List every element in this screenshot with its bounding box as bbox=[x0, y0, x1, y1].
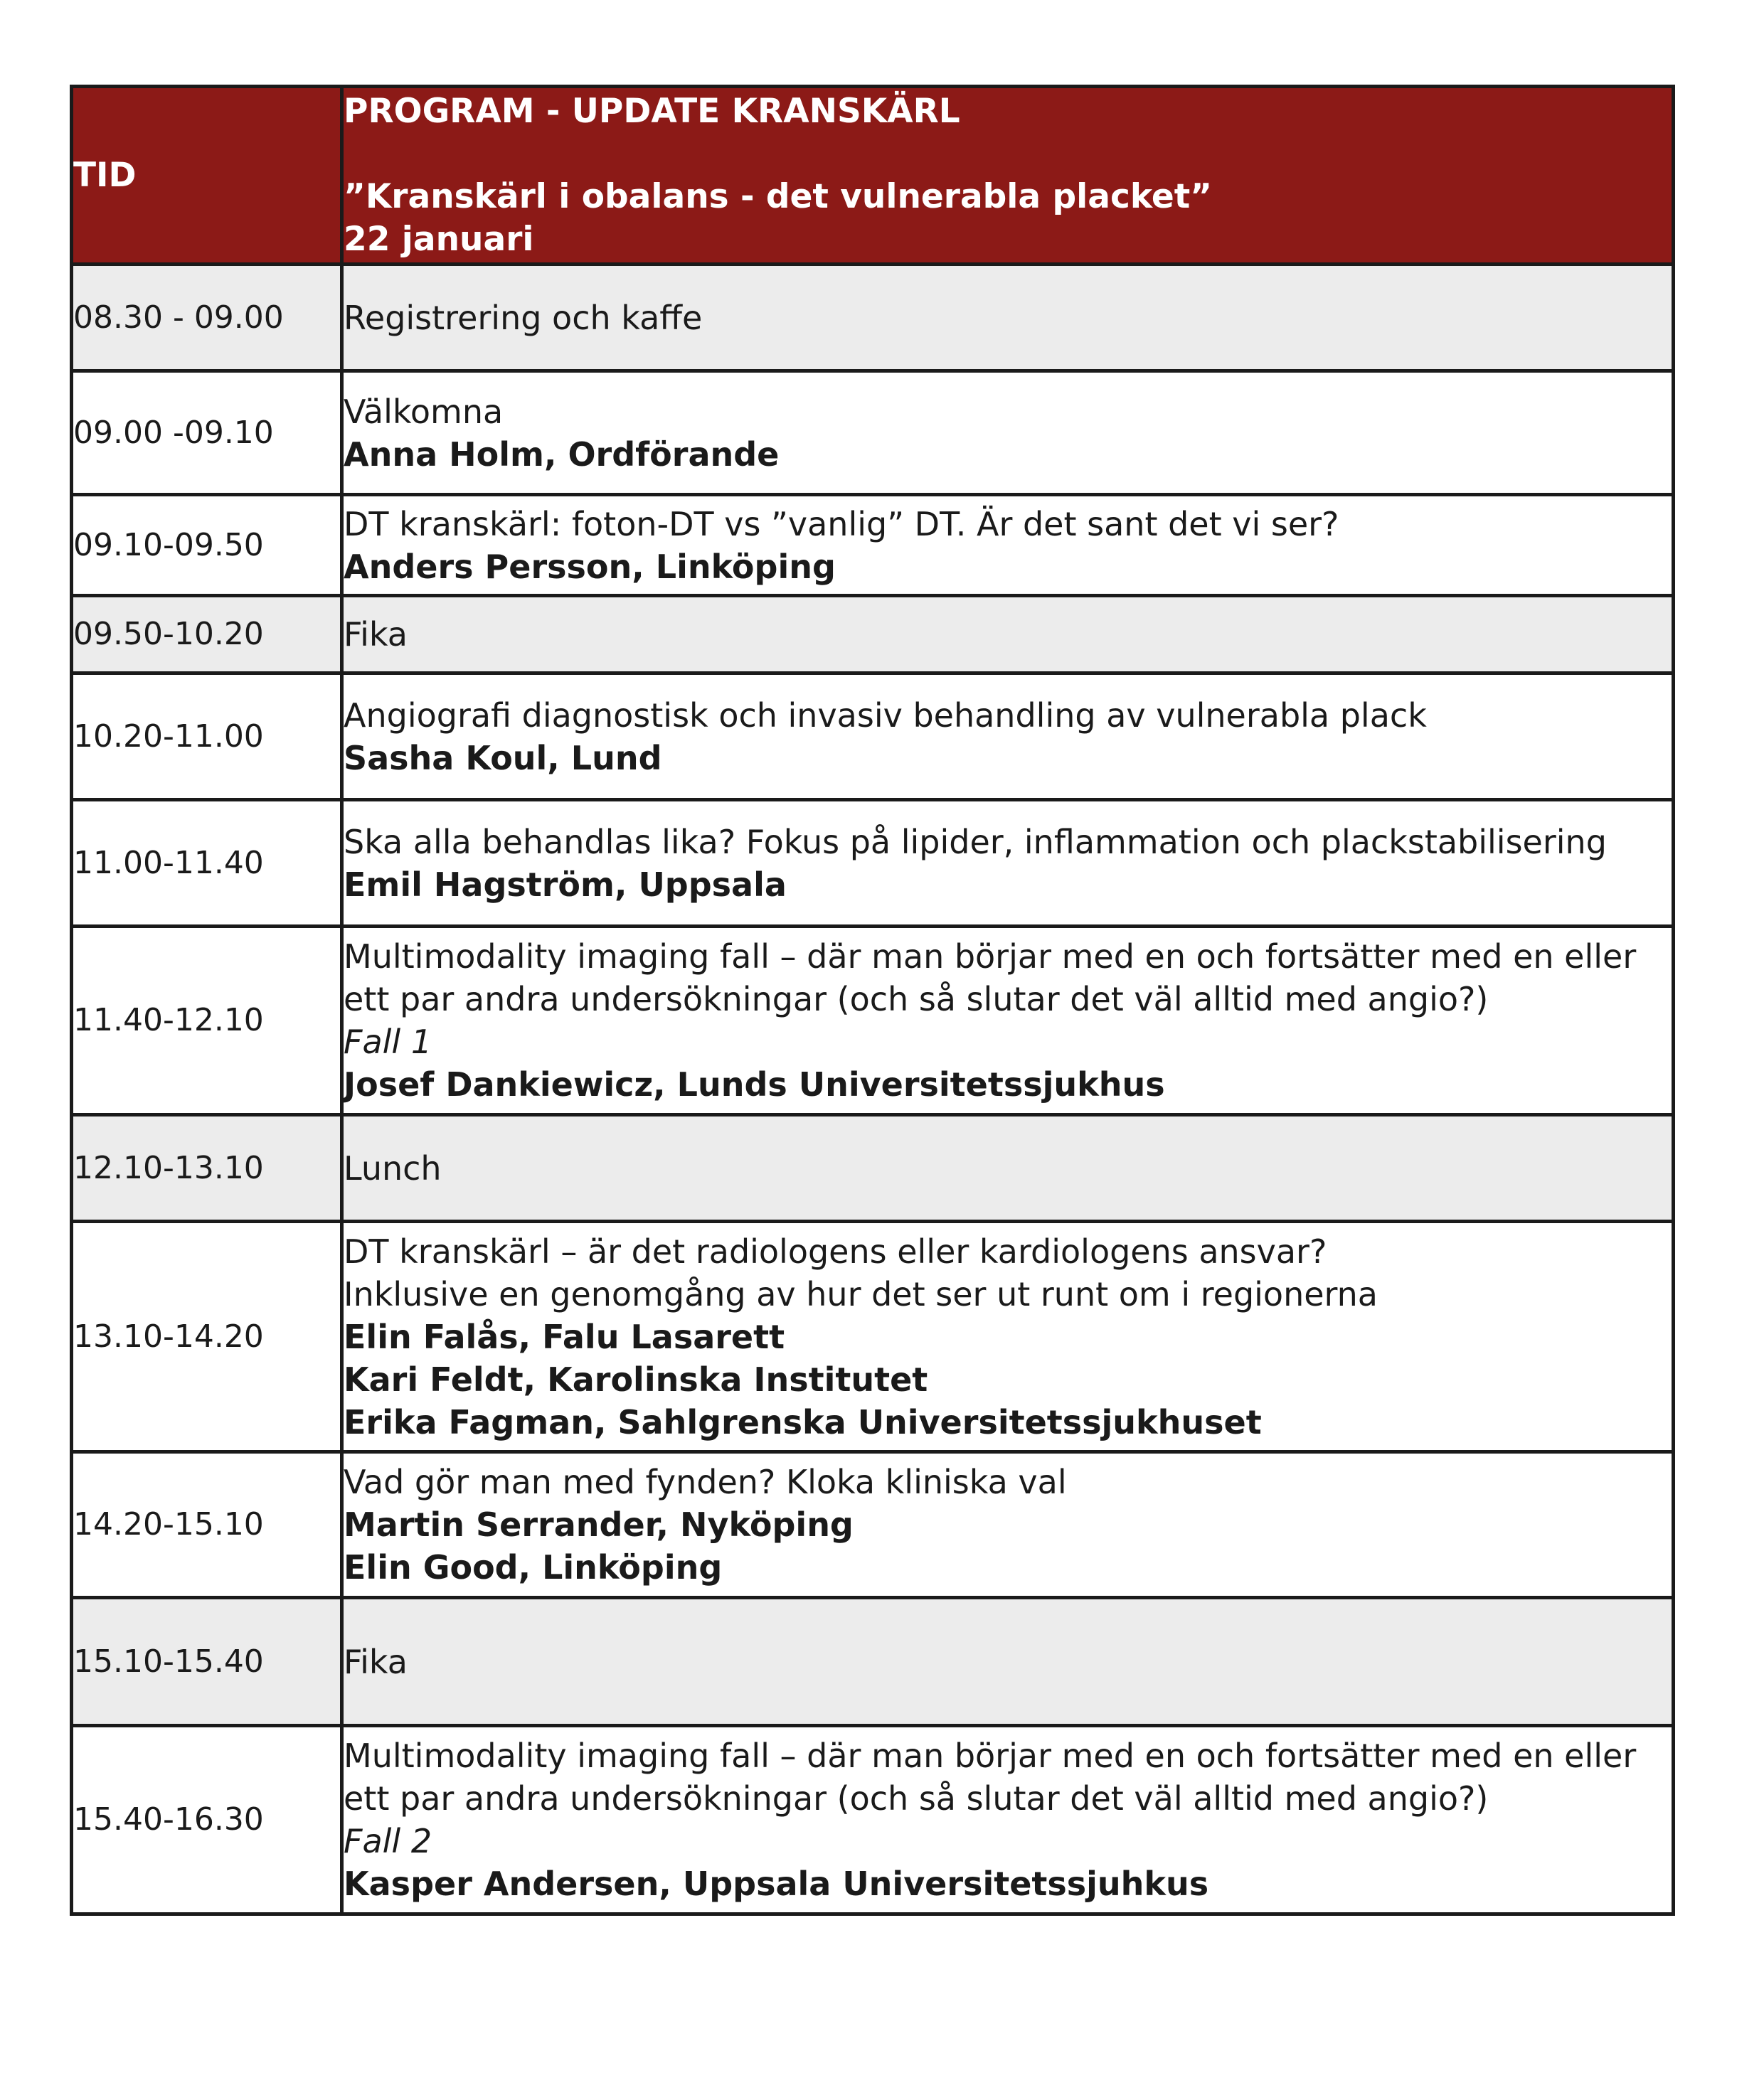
row-time: 13.10-14.20 bbox=[72, 1222, 342, 1452]
speaker: Martin Serrander, Nyköping bbox=[344, 1505, 854, 1544]
session-title: Välkomna bbox=[344, 392, 504, 431]
table-row bbox=[72, 596, 1674, 673]
row-program bbox=[342, 265, 1674, 371]
program-column-header bbox=[342, 87, 1674, 265]
session-title: Ska alla behandlas lika? Fokus på lipider, inflammation och plackstabilisering bbox=[344, 822, 1607, 861]
session-title: Fika bbox=[344, 1642, 408, 1681]
table-row bbox=[72, 371, 1674, 495]
row-time: 09.00 -09.10 bbox=[72, 371, 342, 495]
row-time: 12.10-13.10 bbox=[72, 1115, 342, 1222]
row-time: 09.10-09.50 bbox=[72, 495, 342, 596]
speaker: Sasha Koul, Lund bbox=[344, 738, 662, 777]
time-column-header bbox=[72, 87, 342, 265]
session-title: Vad gör man med fynden? Kloka kliniska val bbox=[344, 1463, 1067, 1501]
speaker: Erika Fagman, Sahlgrenska Universitetssjukhuset bbox=[344, 1402, 1262, 1441]
speaker: Kasper Andersen, Uppsala Universitetssjuhkus bbox=[344, 1865, 1209, 1903]
session-title-continued: Inklusive en genomgång av hur det ser ut runt om i regionerna bbox=[344, 1274, 1378, 1313]
speaker: Kari Feldt, Karolinska Institutet bbox=[344, 1360, 928, 1399]
speaker: Elin Falås, Falu Lasarett bbox=[344, 1317, 785, 1356]
row-program bbox=[342, 371, 1674, 495]
table-row bbox=[72, 1115, 1674, 1222]
speaker: Anna Holm, Ordförande bbox=[344, 435, 780, 474]
row-time: 09.50-10.20 bbox=[72, 596, 342, 673]
table-row bbox=[72, 265, 1674, 371]
program-date: 22 januari bbox=[344, 219, 534, 259]
session-title: Angiografi diagnostisk och invasiv behandling av vulnerabla plack bbox=[344, 695, 1427, 735]
row-program bbox=[342, 1598, 1674, 1726]
table-row bbox=[72, 1222, 1674, 1452]
case-label: Fall 2 bbox=[344, 1822, 432, 1860]
time-label: TID bbox=[73, 155, 137, 195]
case-label: Fall 1 bbox=[344, 1023, 432, 1061]
session-title: Fika bbox=[344, 615, 408, 654]
row-time: 15.10-15.40 bbox=[72, 1598, 342, 1726]
session-title: DT kranskärl – är det radiologens eller kardiologens ansvar? bbox=[344, 1232, 1327, 1271]
row-program bbox=[342, 1115, 1674, 1222]
program-title: PROGRAM - UPDATE KRANSKÄRL bbox=[344, 91, 960, 131]
program-table bbox=[70, 85, 1675, 1916]
row-program bbox=[342, 1222, 1674, 1452]
session-title: DT kranskärl: foton-DT vs ”vanlig” DT. Är det sant det vi ser? bbox=[344, 504, 1339, 543]
session-title-continued: ett par andra undersökningar (och så slutar det väl alltid med angio?) bbox=[344, 1779, 1489, 1818]
table-row bbox=[72, 495, 1674, 596]
row-program bbox=[342, 596, 1674, 673]
row-time: 11.40-12.10 bbox=[72, 927, 342, 1115]
row-time: 11.00-11.40 bbox=[72, 800, 342, 927]
table-row bbox=[72, 1452, 1674, 1598]
row-program bbox=[342, 800, 1674, 927]
table-header bbox=[72, 87, 1674, 265]
row-time: 15.40-16.30 bbox=[72, 1726, 342, 1914]
table-row bbox=[72, 800, 1674, 927]
table-row bbox=[72, 1598, 1674, 1726]
row-program bbox=[342, 495, 1674, 596]
row-program bbox=[342, 673, 1674, 800]
speaker: Emil Hagström, Uppsala bbox=[344, 865, 787, 904]
row-time: 14.20-15.10 bbox=[72, 1452, 342, 1598]
speaker: Elin Good, Linköping bbox=[344, 1548, 723, 1587]
table-row bbox=[72, 673, 1674, 800]
session-title: Multimodality imaging fall – där man börjar med en och fortsätter med en eller bbox=[344, 1737, 1637, 1775]
row-time: 10.20-11.00 bbox=[72, 673, 342, 800]
table-row bbox=[72, 927, 1674, 1115]
speaker: Josef Dankiewicz, Lunds Universitetssjukhus bbox=[344, 1065, 1165, 1104]
row-program bbox=[342, 927, 1674, 1115]
program-subtitle: ”Kranskärl i obalans - det vulnerabla placket” bbox=[344, 176, 1213, 216]
session-title: Lunch bbox=[344, 1148, 442, 1188]
table-row bbox=[72, 1726, 1674, 1914]
row-time: 08.30 - 09.00 bbox=[72, 265, 342, 371]
row-program bbox=[342, 1726, 1674, 1914]
session-title: Multimodality imaging fall – där man börjar med en och fortsätter med en eller bbox=[344, 937, 1637, 976]
session-title-continued: ett par andra undersökningar (och så slutar det väl alltid med angio?) bbox=[344, 980, 1489, 1018]
speaker: Anders Persson, Linköping bbox=[344, 547, 836, 586]
session-title: Registrering och kaffe bbox=[344, 298, 703, 337]
row-program bbox=[342, 1452, 1674, 1598]
